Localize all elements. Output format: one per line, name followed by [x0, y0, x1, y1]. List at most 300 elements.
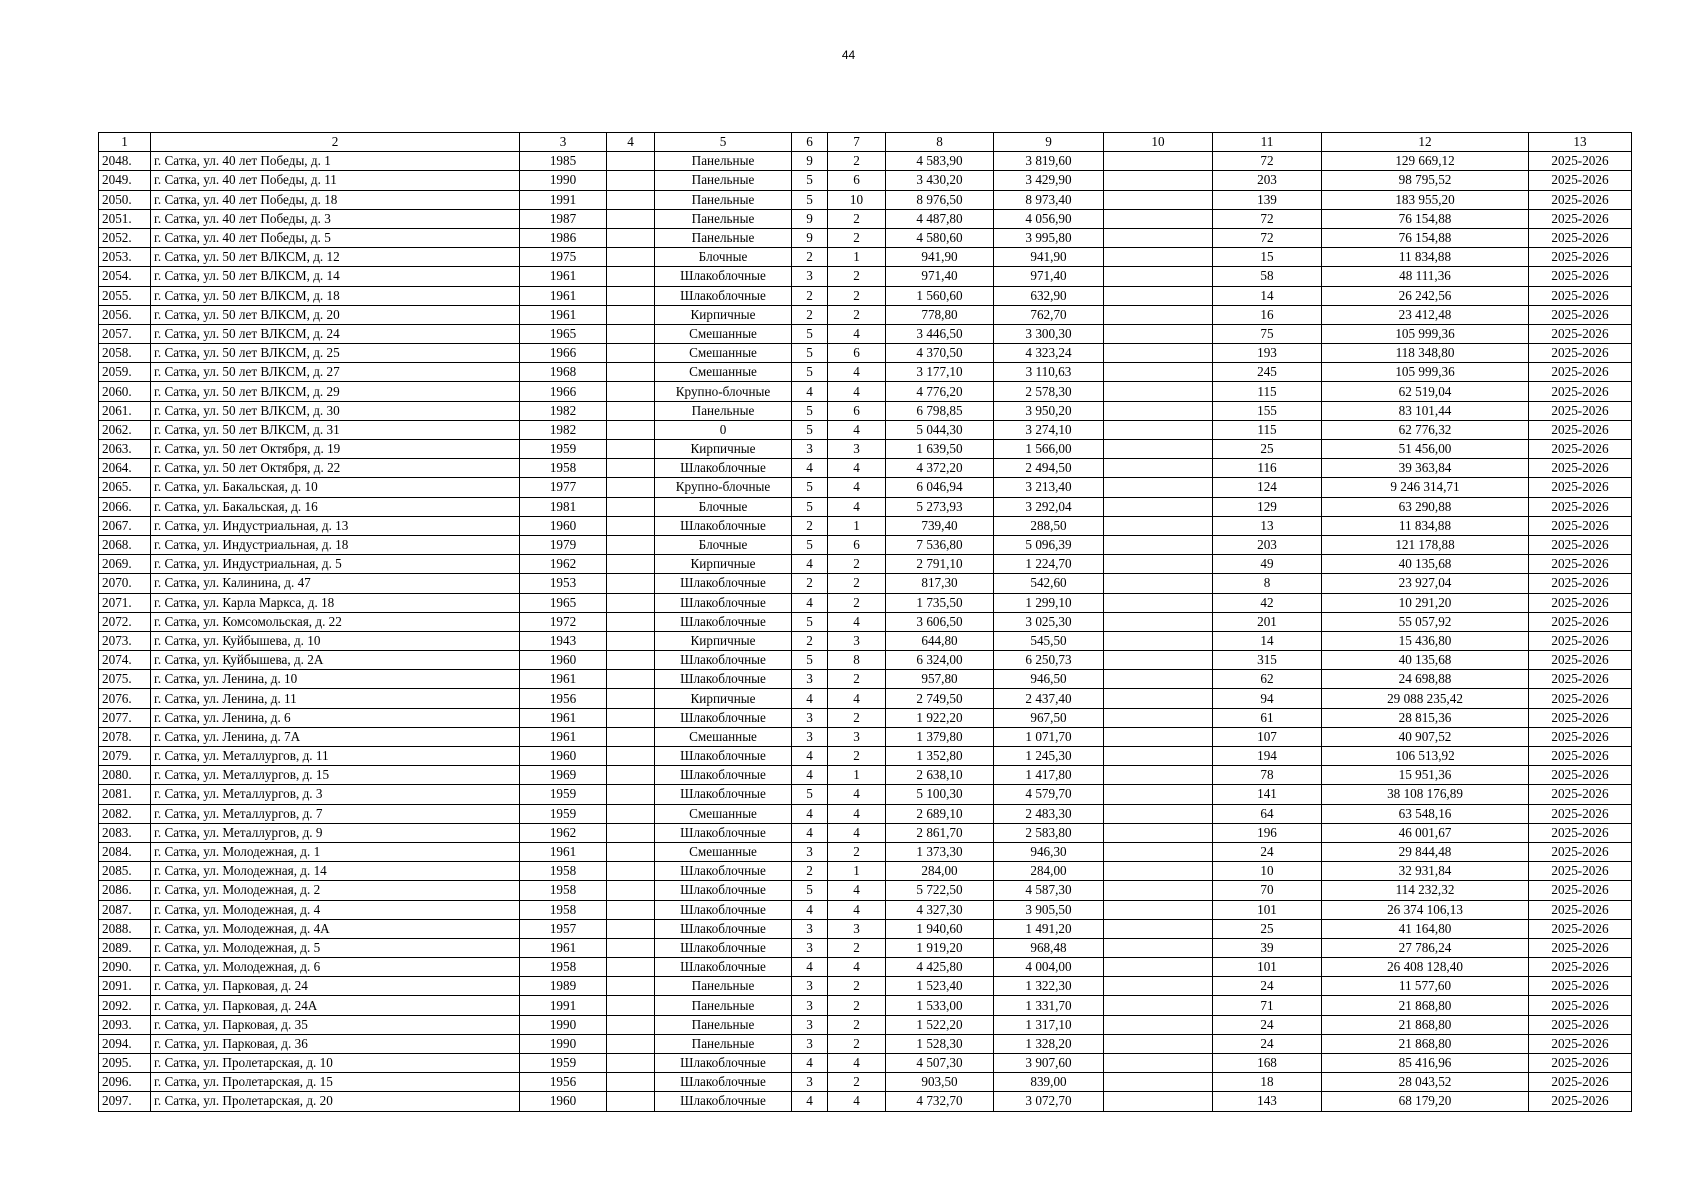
row-number-cell: 2076.	[99, 689, 151, 708]
living-area-cell: 3 213,40	[994, 478, 1104, 497]
col-4-cell	[607, 555, 655, 574]
period-cell: 2025-2026	[1529, 804, 1632, 823]
cost-cell: 68 179,20	[1322, 1092, 1529, 1111]
col-10-cell	[1104, 152, 1213, 171]
row-number-cell: 2080.	[99, 766, 151, 785]
living-area-cell: 3 819,60	[994, 152, 1104, 171]
col-4-cell	[607, 862, 655, 881]
year-built-cell: 1977	[520, 478, 607, 497]
wall-material-cell: Шлакоблочные	[655, 958, 792, 977]
wall-material-cell: Шлакоблочные	[655, 574, 792, 593]
entrances-cell: 4	[828, 804, 886, 823]
cost-cell: 23 412,48	[1322, 305, 1529, 324]
entrances-cell: 2	[828, 555, 886, 574]
total-area-cell: 3 446,50	[886, 324, 994, 343]
total-area-cell: 1 379,80	[886, 727, 994, 746]
table-row	[99, 209, 1632, 228]
cost-cell: 26 408 128,40	[1322, 958, 1529, 977]
address-cell: г. Сатка, ул. 50 лет Октября, д. 22	[151, 459, 520, 478]
period-cell: 2025-2026	[1529, 766, 1632, 785]
wall-material-cell: Шлакоблочные	[655, 593, 792, 612]
row-number-cell: 2093.	[99, 1015, 151, 1034]
wall-material-cell: Крупно-блочные	[655, 478, 792, 497]
residents-cell: 42	[1213, 593, 1322, 612]
wall-material-cell: Шлакоблочные	[655, 919, 792, 938]
residents-cell: 194	[1213, 747, 1322, 766]
col-10-cell	[1104, 977, 1213, 996]
col-10-cell	[1104, 171, 1213, 190]
year-built-cell: 1979	[520, 535, 607, 554]
year-built-cell: 1958	[520, 900, 607, 919]
living-area-cell: 288,50	[994, 516, 1104, 535]
residents-cell: 14	[1213, 631, 1322, 650]
cost-cell: 76 154,88	[1322, 228, 1529, 247]
column-number-5: 5	[655, 133, 792, 152]
wall-material-cell: Панельные	[655, 152, 792, 171]
year-built-cell: 1966	[520, 344, 607, 363]
address-cell: г. Сатка, ул. Металлургов, д. 15	[151, 766, 520, 785]
column-number-9: 9	[994, 133, 1104, 152]
entrances-cell: 2	[828, 593, 886, 612]
table-row	[99, 286, 1632, 305]
year-built-cell: 1982	[520, 420, 607, 439]
col-10-cell	[1104, 651, 1213, 670]
floors-cell: 5	[792, 190, 828, 209]
living-area-cell: 4 056,90	[994, 209, 1104, 228]
period-cell: 2025-2026	[1529, 401, 1632, 420]
row-number-cell: 2094.	[99, 1034, 151, 1053]
living-area-cell: 839,00	[994, 1073, 1104, 1092]
period-cell: 2025-2026	[1529, 171, 1632, 190]
table-row	[99, 401, 1632, 420]
col-10-cell	[1104, 842, 1213, 861]
address-cell: г. Сатка, ул. 50 лет ВЛКСМ, д. 20	[151, 305, 520, 324]
cost-cell: 98 795,52	[1322, 171, 1529, 190]
period-cell: 2025-2026	[1529, 1015, 1632, 1034]
row-number-cell: 2087.	[99, 900, 151, 919]
residents-cell: 101	[1213, 900, 1322, 919]
address-cell: г. Сатка, ул. 50 лет ВЛКСМ, д. 25	[151, 344, 520, 363]
cost-cell: 48 111,36	[1322, 267, 1529, 286]
floors-cell: 4	[792, 555, 828, 574]
address-cell: г. Сатка, ул. 50 лет ВЛКСМ, д. 30	[151, 401, 520, 420]
col-4-cell	[607, 324, 655, 343]
col-10-cell	[1104, 670, 1213, 689]
total-area-cell: 941,90	[886, 248, 994, 267]
cost-cell: 40 135,68	[1322, 651, 1529, 670]
total-area-cell: 1 528,30	[886, 1034, 994, 1053]
period-cell: 2025-2026	[1529, 785, 1632, 804]
period-cell: 2025-2026	[1529, 708, 1632, 727]
cost-cell: 105 999,36	[1322, 324, 1529, 343]
year-built-cell: 1961	[520, 267, 607, 286]
entrances-cell: 2	[828, 938, 886, 957]
wall-material-cell: Шлакоблочные	[655, 1054, 792, 1073]
residents-cell: 25	[1213, 440, 1322, 459]
total-area-cell: 4 507,30	[886, 1054, 994, 1073]
total-area-cell: 1 639,50	[886, 440, 994, 459]
period-cell: 2025-2026	[1529, 535, 1632, 554]
entrances-cell: 1	[828, 248, 886, 267]
entrances-cell: 4	[828, 958, 886, 977]
row-number-cell: 2089.	[99, 938, 151, 957]
floors-cell: 4	[792, 593, 828, 612]
period-cell: 2025-2026	[1529, 267, 1632, 286]
address-cell: г. Сатка, ул. 40 лет Победы, д. 5	[151, 228, 520, 247]
row-number-cell: 2075.	[99, 670, 151, 689]
address-cell: г. Сатка, ул. Металлургов, д. 3	[151, 785, 520, 804]
col-10-cell	[1104, 459, 1213, 478]
period-cell: 2025-2026	[1529, 862, 1632, 881]
address-cell: г. Сатка, ул. 50 лет ВЛКСМ, д. 14	[151, 267, 520, 286]
period-cell: 2025-2026	[1529, 670, 1632, 689]
period-cell: 2025-2026	[1529, 305, 1632, 324]
col-4-cell	[607, 1073, 655, 1092]
living-area-cell: 967,50	[994, 708, 1104, 727]
year-built-cell: 1987	[520, 209, 607, 228]
cost-cell: 21 868,80	[1322, 1015, 1529, 1034]
table-row	[99, 1092, 1632, 1111]
col-4-cell	[607, 651, 655, 670]
year-built-cell: 1965	[520, 324, 607, 343]
residents-cell: 141	[1213, 785, 1322, 804]
cost-cell: 63 548,16	[1322, 804, 1529, 823]
cost-cell: 83 101,44	[1322, 401, 1529, 420]
cost-cell: 51 456,00	[1322, 440, 1529, 459]
residents-cell: 70	[1213, 881, 1322, 900]
col-4-cell	[607, 747, 655, 766]
entrances-cell: 2	[828, 305, 886, 324]
table-row	[99, 1054, 1632, 1073]
floors-cell: 9	[792, 152, 828, 171]
col-10-cell	[1104, 305, 1213, 324]
entrances-cell: 2	[828, 996, 886, 1015]
wall-material-cell: Шлакоблочные	[655, 747, 792, 766]
residents-cell: 15	[1213, 248, 1322, 267]
residents-cell: 25	[1213, 919, 1322, 938]
col-4-cell	[607, 286, 655, 305]
floors-cell: 5	[792, 324, 828, 343]
address-cell: г. Сатка, ул. Металлургов, д. 9	[151, 823, 520, 842]
period-cell: 2025-2026	[1529, 228, 1632, 247]
floors-cell: 5	[792, 612, 828, 631]
col-10-cell	[1104, 324, 1213, 343]
wall-material-cell: Блочные	[655, 497, 792, 516]
col-4-cell	[607, 1034, 655, 1053]
wall-material-cell: Панельные	[655, 1034, 792, 1053]
column-number-2: 2	[151, 133, 520, 152]
row-number-cell: 2077.	[99, 708, 151, 727]
period-cell: 2025-2026	[1529, 593, 1632, 612]
year-built-cell: 1958	[520, 459, 607, 478]
wall-material-cell: Блочные	[655, 248, 792, 267]
col-10-cell	[1104, 497, 1213, 516]
table-row	[99, 862, 1632, 881]
address-cell: г. Сатка, ул. Пролетарская, д. 20	[151, 1092, 520, 1111]
table-row	[99, 267, 1632, 286]
cost-cell: 27 786,24	[1322, 938, 1529, 957]
col-4-cell	[607, 305, 655, 324]
row-number-cell: 2060.	[99, 382, 151, 401]
address-cell: г. Сатка, ул. 40 лет Победы, д. 3	[151, 209, 520, 228]
living-area-cell: 5 096,39	[994, 535, 1104, 554]
total-area-cell: 4 583,90	[886, 152, 994, 171]
entrances-cell: 4	[828, 823, 886, 842]
residents-cell: 72	[1213, 209, 1322, 228]
table-row	[99, 152, 1632, 171]
year-built-cell: 1985	[520, 152, 607, 171]
col-10-cell	[1104, 881, 1213, 900]
residents-cell: 196	[1213, 823, 1322, 842]
wall-material-cell: Шлакоблочные	[655, 670, 792, 689]
row-number-cell: 2059.	[99, 363, 151, 382]
address-cell: г. Сатка, ул. 50 лет ВЛКСМ, д. 27	[151, 363, 520, 382]
total-area-cell: 2 689,10	[886, 804, 994, 823]
year-built-cell: 1960	[520, 651, 607, 670]
table-row	[99, 996, 1632, 1015]
residents-cell: 315	[1213, 651, 1322, 670]
living-area-cell: 1 245,30	[994, 747, 1104, 766]
col-10-cell	[1104, 612, 1213, 631]
row-number-cell: 2057.	[99, 324, 151, 343]
year-built-cell: 1989	[520, 977, 607, 996]
entrances-cell: 4	[828, 459, 886, 478]
entrances-cell: 4	[828, 881, 886, 900]
row-number-cell: 2055.	[99, 286, 151, 305]
period-cell: 2025-2026	[1529, 555, 1632, 574]
total-area-cell: 1 522,20	[886, 1015, 994, 1034]
col-10-cell	[1104, 766, 1213, 785]
living-area-cell: 2 494,50	[994, 459, 1104, 478]
wall-material-cell: Панельные	[655, 977, 792, 996]
table-row	[99, 478, 1632, 497]
year-built-cell: 1956	[520, 1073, 607, 1092]
address-cell: г. Сатка, ул. Парковая, д. 36	[151, 1034, 520, 1053]
column-number-3: 3	[520, 133, 607, 152]
col-10-cell	[1104, 747, 1213, 766]
floors-cell: 2	[792, 286, 828, 305]
row-number-cell: 2063.	[99, 440, 151, 459]
wall-material-cell: Смешанные	[655, 344, 792, 363]
row-number-cell: 2049.	[99, 171, 151, 190]
entrances-cell: 3	[828, 919, 886, 938]
period-cell: 2025-2026	[1529, 612, 1632, 631]
row-number-cell: 2092.	[99, 996, 151, 1015]
entrances-cell: 2	[828, 977, 886, 996]
floors-cell: 9	[792, 209, 828, 228]
table-row	[99, 727, 1632, 746]
cost-cell: 11 577,60	[1322, 977, 1529, 996]
wall-material-cell: Шлакоблочные	[655, 766, 792, 785]
address-cell: г. Сатка, ул. Калинина, д. 47	[151, 574, 520, 593]
col-4-cell	[607, 516, 655, 535]
period-cell: 2025-2026	[1529, 689, 1632, 708]
wall-material-cell: Шлакоблочные	[655, 938, 792, 957]
address-cell: г. Сатка, ул. Куйбышева, д. 2А	[151, 651, 520, 670]
cost-cell: 29 844,48	[1322, 842, 1529, 861]
table-row	[99, 708, 1632, 727]
col-10-cell	[1104, 1015, 1213, 1034]
cost-cell: 15 951,36	[1322, 766, 1529, 785]
housing-registry-table	[98, 132, 1632, 1112]
wall-material-cell: Смешанные	[655, 363, 792, 382]
address-cell: г. Сатка, ул. Молодежная, д. 5	[151, 938, 520, 957]
total-area-cell: 2 861,70	[886, 823, 994, 842]
residents-cell: 193	[1213, 344, 1322, 363]
entrances-cell: 8	[828, 651, 886, 670]
col-4-cell	[607, 535, 655, 554]
row-number-cell: 2095.	[99, 1054, 151, 1073]
table-row	[99, 555, 1632, 574]
table-row	[99, 344, 1632, 363]
table-row	[99, 171, 1632, 190]
table-row	[99, 612, 1632, 631]
col-10-cell	[1104, 804, 1213, 823]
floors-cell: 4	[792, 1092, 828, 1111]
living-area-cell: 3 907,60	[994, 1054, 1104, 1073]
column-number-1: 1	[99, 133, 151, 152]
period-cell: 2025-2026	[1529, 440, 1632, 459]
total-area-cell: 4 580,60	[886, 228, 994, 247]
col-10-cell	[1104, 382, 1213, 401]
wall-material-cell: Панельные	[655, 228, 792, 247]
col-10-cell	[1104, 190, 1213, 209]
table-row	[99, 785, 1632, 804]
living-area-cell: 4 587,30	[994, 881, 1104, 900]
residents-cell: 24	[1213, 977, 1322, 996]
year-built-cell: 1990	[520, 1034, 607, 1053]
column-number-7: 7	[828, 133, 886, 152]
year-built-cell: 1972	[520, 612, 607, 631]
floors-cell: 3	[792, 842, 828, 861]
period-cell: 2025-2026	[1529, 190, 1632, 209]
col-4-cell	[607, 1054, 655, 1073]
address-cell: г. Сатка, ул. Ленина, д. 10	[151, 670, 520, 689]
residents-cell: 168	[1213, 1054, 1322, 1073]
row-number-cell: 2067.	[99, 516, 151, 535]
row-number-cell: 2091.	[99, 977, 151, 996]
cost-cell: 38 108 176,89	[1322, 785, 1529, 804]
col-4-cell	[607, 171, 655, 190]
period-cell: 2025-2026	[1529, 919, 1632, 938]
residents-cell: 201	[1213, 612, 1322, 631]
address-cell: г. Сатка, ул. Индустриальная, д. 5	[151, 555, 520, 574]
wall-material-cell: Шлакоблочные	[655, 286, 792, 305]
total-area-cell: 1 922,20	[886, 708, 994, 727]
cost-cell: 10 291,20	[1322, 593, 1529, 612]
address-cell: г. Сатка, ул. Индустриальная, д. 18	[151, 535, 520, 554]
cost-cell: 26 374 106,13	[1322, 900, 1529, 919]
floors-cell: 2	[792, 516, 828, 535]
cost-cell: 39 363,84	[1322, 459, 1529, 478]
residents-cell: 72	[1213, 152, 1322, 171]
row-number-cell: 2085.	[99, 862, 151, 881]
cost-cell: 29 088 235,42	[1322, 689, 1529, 708]
residents-cell: 155	[1213, 401, 1322, 420]
table-row	[99, 977, 1632, 996]
col-10-cell	[1104, 420, 1213, 439]
floors-cell: 5	[792, 478, 828, 497]
total-area-cell: 2 791,10	[886, 555, 994, 574]
row-number-cell: 2096.	[99, 1073, 151, 1092]
col-10-cell	[1104, 996, 1213, 1015]
wall-material-cell: Кирпичные	[655, 305, 792, 324]
entrances-cell: 1	[828, 862, 886, 881]
year-built-cell: 1961	[520, 938, 607, 957]
col-4-cell	[607, 363, 655, 382]
entrances-cell: 4	[828, 1054, 886, 1073]
table-row	[99, 324, 1632, 343]
cost-cell: 55 057,92	[1322, 612, 1529, 631]
table-row	[99, 900, 1632, 919]
cost-cell: 114 232,32	[1322, 881, 1529, 900]
col-10-cell	[1104, 1054, 1213, 1073]
floors-cell: 4	[792, 689, 828, 708]
row-number-cell: 2084.	[99, 842, 151, 861]
col-4-cell	[607, 785, 655, 804]
col-10-cell	[1104, 344, 1213, 363]
residents-cell: 203	[1213, 535, 1322, 554]
col-10-cell	[1104, 228, 1213, 247]
living-area-cell: 3 300,30	[994, 324, 1104, 343]
table-row	[99, 842, 1632, 861]
table-row	[99, 651, 1632, 670]
wall-material-cell: Шлакоблочные	[655, 1092, 792, 1111]
table-row	[99, 497, 1632, 516]
address-cell: г. Сатка, ул. 50 лет ВЛКСМ, д. 29	[151, 382, 520, 401]
floors-cell: 4	[792, 958, 828, 977]
column-number-6: 6	[792, 133, 828, 152]
living-area-cell: 3 072,70	[994, 1092, 1104, 1111]
year-built-cell: 1981	[520, 497, 607, 516]
entrances-cell: 4	[828, 612, 886, 631]
wall-material-cell: Смешанные	[655, 804, 792, 823]
col-4-cell	[607, 996, 655, 1015]
total-area-cell: 5 044,30	[886, 420, 994, 439]
floors-cell: 4	[792, 804, 828, 823]
table-row	[99, 1073, 1632, 1092]
col-4-cell	[607, 881, 655, 900]
floors-cell: 4	[792, 823, 828, 842]
living-area-cell: 545,50	[994, 631, 1104, 650]
wall-material-cell: Кирпичные	[655, 689, 792, 708]
address-cell: г. Сатка, ул. 40 лет Победы, д. 18	[151, 190, 520, 209]
living-area-cell: 941,90	[994, 248, 1104, 267]
row-number-cell: 2066.	[99, 497, 151, 516]
residents-cell: 39	[1213, 938, 1322, 957]
wall-material-cell: Кирпичные	[655, 440, 792, 459]
total-area-cell: 1 533,00	[886, 996, 994, 1015]
floors-cell: 5	[792, 881, 828, 900]
period-cell: 2025-2026	[1529, 248, 1632, 267]
table-row	[99, 1015, 1632, 1034]
floors-cell: 4	[792, 1054, 828, 1073]
residents-cell: 129	[1213, 497, 1322, 516]
residents-cell: 18	[1213, 1073, 1322, 1092]
address-cell: г. Сатка, ул. Парковая, д. 24	[151, 977, 520, 996]
floors-cell: 5	[792, 497, 828, 516]
residents-cell: 62	[1213, 670, 1322, 689]
entrances-cell: 2	[828, 152, 886, 171]
col-4-cell	[607, 727, 655, 746]
total-area-cell: 2 638,10	[886, 766, 994, 785]
residents-cell: 14	[1213, 286, 1322, 305]
col-4-cell	[607, 478, 655, 497]
year-built-cell: 1969	[520, 766, 607, 785]
column-number-8: 8	[886, 133, 994, 152]
entrances-cell: 4	[828, 785, 886, 804]
living-area-cell: 3 950,20	[994, 401, 1104, 420]
